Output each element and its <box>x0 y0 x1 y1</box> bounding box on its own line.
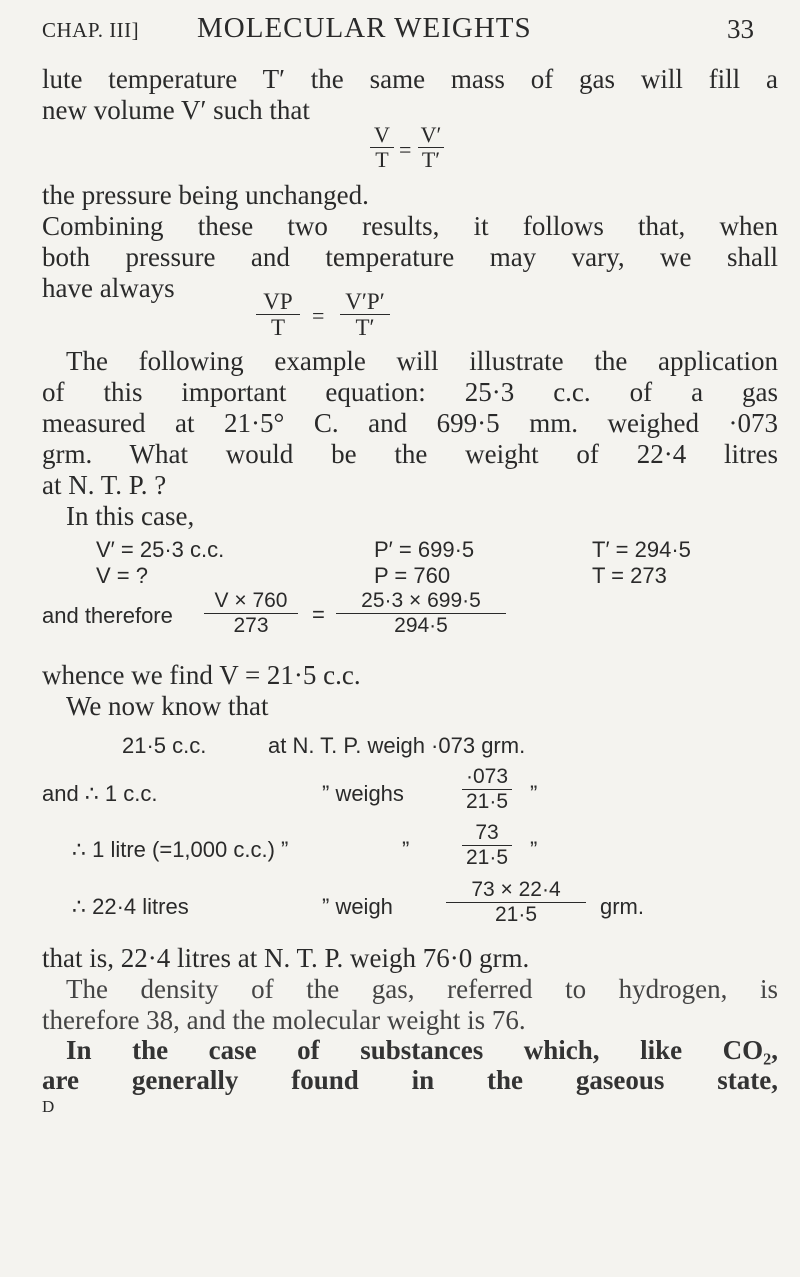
derivation-cell: at N. T. P. weigh ·073 grm. <box>268 733 526 758</box>
fraction-den: 21·5 <box>465 790 509 813</box>
value-cell: V′ = 25·3 c.c. <box>96 537 225 562</box>
text-line: In this case, <box>66 501 195 531</box>
text-line: measured at 21·5° C. and 699·5 mm. weighed ·073 <box>42 408 778 438</box>
equation-2-lhs <box>256 290 300 339</box>
eq3-rhs-den: 294·5 <box>394 614 448 637</box>
derivation-cell: and ∴ 1 c.c. <box>42 781 158 806</box>
text-line: that is, 22·4 litres at N. T. P. weigh 76·0 grm. <box>42 943 530 973</box>
fraction-num: ·073 <box>465 765 509 788</box>
derivation-cell: ” <box>402 837 410 862</box>
equation-2-rhs <box>340 290 390 339</box>
fraction-den: 21·5 <box>465 846 509 869</box>
eq1-rhs-den: T′ <box>421 147 441 172</box>
text-line: We now know that <box>66 691 269 721</box>
text-line: The density of the gas, referred to hydrogen, is <box>66 974 778 1004</box>
eq1-lhs-den: T <box>375 147 389 172</box>
page-number: 33 <box>727 14 754 44</box>
value-cell: T = 273 <box>592 563 667 588</box>
derivation-cell: ” <box>530 781 538 806</box>
fraction-num: 73 × 22·4 <box>471 878 561 901</box>
eq3-rhs-num: 25·3 × 699·5 <box>361 589 481 612</box>
text-line: both pressure and temperature may vary, we shall <box>42 242 778 272</box>
text-line: have always <box>42 273 175 303</box>
equation-prefix: and therefore <box>42 603 173 628</box>
equals-sign: = <box>312 602 325 627</box>
text-line: grm. What would be the weight of 22·4 litres <box>42 439 778 469</box>
text-line: are generally found in the gaseous state, <box>42 1065 778 1095</box>
derivation-cell: ∴ 22·4 litres <box>72 894 189 919</box>
text-line: In the case of substances which, like CO₂, <box>66 1035 778 1065</box>
fraction-den: 21·5 <box>494 903 538 926</box>
text-line: whence we find V = 21·5 c.c. <box>42 660 361 690</box>
eq1-lhs-num: V <box>374 122 390 147</box>
eq2-lhs-den: T <box>270 315 286 340</box>
value-cell: T′ = 294·5 <box>592 537 691 562</box>
chapter-label: CHAP. III] <box>42 18 140 42</box>
equation-3-rhs <box>336 590 506 637</box>
signature-mark: D <box>42 1097 55 1116</box>
derivation-3-fraction <box>462 822 512 869</box>
eq1-rhs-num: V′ <box>420 122 442 147</box>
eq3-lhs-num: V × 760 <box>214 589 288 612</box>
equation-1-rhs <box>418 124 444 171</box>
equation-1-lhs <box>370 124 394 171</box>
derivation-cell: ” weighs <box>322 781 404 806</box>
text-line: Combining these two results, it follows that, when <box>42 211 778 241</box>
eq2-rhs-den: T′ <box>355 315 375 340</box>
derivation-cell: ∴ 1 litre (=1,000 c.c.) ” <box>72 837 289 862</box>
derivation-2-fraction <box>462 766 512 813</box>
derivation-cell: ” weigh <box>322 894 393 919</box>
value-cell: P = 760 <box>374 563 451 588</box>
equals-sign: = <box>399 137 412 162</box>
derivation-cell: grm. <box>600 894 644 919</box>
value-cell: V = ? <box>96 563 148 588</box>
text-line: therefore 38, and the molecular weight is 76. <box>42 1005 526 1035</box>
text-line: the pressure being unchanged. <box>42 180 369 210</box>
derivation-cell: ” <box>530 837 538 862</box>
text-line: of this important equation: 25·3 c.c. of a gas <box>42 377 778 407</box>
text-line: The following example will illustrate the application <box>66 346 778 376</box>
fraction-num: 73 <box>475 821 499 844</box>
text-line: lute temperature T′ the same mass of gas will fill a <box>42 64 778 94</box>
equals-sign: = <box>312 303 325 328</box>
page-title: MOLECULAR WEIGHTS <box>197 12 532 44</box>
derivation-cell: 21·5 c.c. <box>122 733 207 758</box>
text-line: new volume V′ such that <box>42 95 310 125</box>
eq2-lhs-num: VP <box>263 289 293 314</box>
running-header <box>42 12 760 48</box>
text-line: at N. T. P. ? <box>42 470 167 500</box>
derivation-4-fraction <box>446 879 586 926</box>
eq3-lhs-den: 273 <box>233 614 269 637</box>
value-cell: P′ = 699·5 <box>374 537 475 562</box>
eq2-rhs-num: V′P′ <box>345 289 385 314</box>
equation-3-lhs <box>204 590 298 637</box>
